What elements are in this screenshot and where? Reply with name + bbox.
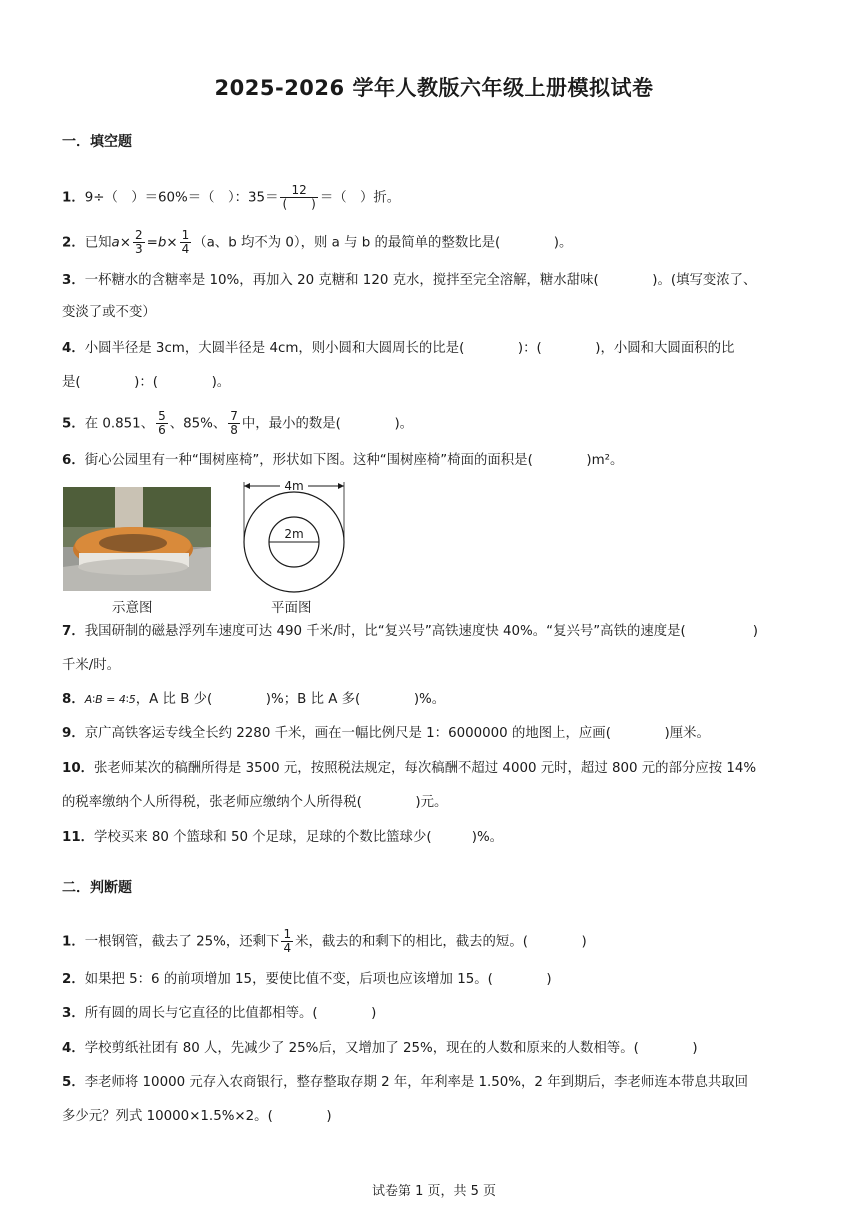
question-number: 3． bbox=[62, 273, 85, 288]
question-number: 11． bbox=[62, 830, 95, 845]
question-number: 3． bbox=[62, 1006, 85, 1021]
question-text: 学校剪纸社团有 80 人，先减少了 25%后，又增加了 25%，现在的人数和原来的人数相等。( ) bbox=[84, 1041, 698, 1056]
fraction-numerator: 1 bbox=[181, 228, 190, 242]
question-4 bbox=[62, 339, 810, 359]
fraction-numerator: 7 bbox=[230, 409, 238, 423]
fraction bbox=[180, 229, 192, 256]
question-3 bbox=[62, 271, 810, 291]
page-title: 2025-2026 学年人教版六年级上册模拟试卷 bbox=[214, 76, 654, 100]
photo-caption: 示意图 bbox=[112, 600, 153, 616]
question-text: 米，截去的和剩下的相比，截去的短。( ) bbox=[295, 934, 587, 950]
question-text: 如果把 5：6 的前项增加 15，要使比值不变，后项也应该增加 15。( ) bbox=[84, 972, 552, 987]
plan-caption: 平面图 bbox=[271, 600, 312, 616]
fraction-denominator: 4 bbox=[181, 242, 190, 256]
fraction-denominator: ( ) bbox=[282, 197, 316, 211]
bench-plan-diagram bbox=[240, 476, 348, 596]
question-text: 一根钢管，截去了 25%，还剩下 bbox=[84, 934, 280, 950]
question-number: 1． bbox=[62, 934, 85, 950]
question-text: 李老师将 10000 元存入农商银行，整存整取存期 2 年，年利率是 1.50%，2 年到期后，李老师连本带息共取回 bbox=[84, 1075, 749, 1090]
question-number: 7． bbox=[62, 624, 85, 639]
question-text: 在 0.851、 bbox=[84, 416, 155, 432]
question-text: （a、b 均不为 0），则 a 与 b 的最简单的整数比是( )。 bbox=[193, 235, 573, 251]
judge-question-2 bbox=[62, 970, 810, 990]
question-number: 5． bbox=[62, 416, 85, 432]
fraction bbox=[281, 928, 293, 955]
times-sign: × bbox=[119, 235, 131, 251]
question-5 bbox=[62, 410, 810, 437]
question-text: 学校买来 80 个篮球和 50 个足球，足球的个数比篮球少( )%。 bbox=[94, 830, 504, 845]
question-number: 5． bbox=[62, 1075, 85, 1090]
section-heading-fill-blank: 一．填空题 bbox=[62, 134, 132, 150]
question-text: 街心公园里有一种“围树座椅”，形状如下图。这种“围树座椅”椅面的面积是( )m²。 bbox=[84, 453, 624, 468]
question-10-continued: 的税率缴纳个人所得税，张老师应缴纳个人所得税( )元。 bbox=[62, 795, 448, 810]
judge-question-5 bbox=[62, 1073, 810, 1093]
judge-question-3 bbox=[62, 1004, 810, 1024]
fraction-denominator: 6 bbox=[158, 423, 166, 437]
section-heading-true-false: 二．判断题 bbox=[62, 880, 132, 896]
fraction-numerator: 5 bbox=[158, 409, 166, 423]
question-2 bbox=[62, 229, 810, 256]
question-number: 4． bbox=[62, 1041, 85, 1056]
question-text: ＝（ ）折。 bbox=[319, 190, 401, 206]
question-text: 京广高铁客运专线全长约 2280 千米，画在一幅比例尺是 1：6000000 的地图上，应画( )厘米。 bbox=[84, 726, 710, 741]
question-number: 4． bbox=[62, 341, 85, 356]
fraction bbox=[133, 229, 145, 256]
inner-diameter-label: 2m bbox=[284, 527, 304, 541]
fraction-denominator: 3 bbox=[134, 242, 143, 256]
fraction-numerator: 2 bbox=[134, 228, 143, 242]
question-text: 、85%、 bbox=[169, 416, 227, 432]
fraction bbox=[156, 410, 168, 437]
tree-bench-photo bbox=[63, 487, 211, 591]
question-number: 6． bbox=[62, 453, 85, 468]
variable-b: b bbox=[157, 235, 167, 251]
variable-a: a bbox=[111, 235, 120, 251]
question-text: 张老师某次的稿酬所得是 3500 元，按照税法规定，每次稿酬不超过 4000 元时，超过 800 元的部分应按 14% bbox=[94, 761, 757, 776]
question-text: 我国研制的磁悬浮列车速度可达 490 千米/时，比“复兴号”高铁速度快 40%。“复兴号”高铁的速度是( ) bbox=[84, 624, 758, 639]
question-9 bbox=[62, 724, 810, 744]
question-7 bbox=[62, 622, 810, 642]
question-7-continued: 千米/时。 bbox=[62, 658, 121, 673]
question-number: 9． bbox=[62, 726, 85, 741]
question-text: ，A 比 B 少( )%；B 比 A 多( )%。 bbox=[135, 692, 446, 707]
page-footer: 试卷第 1 页，共 5 页 bbox=[371, 1184, 497, 1199]
question-number: 8． bbox=[62, 692, 85, 707]
question-10 bbox=[62, 759, 810, 779]
question-text: 一杯糖水的含糖率是 10%，再加入 20 克糖和 120 克水，搅拌至完全溶解，糖水甜味( )。(填写变浓了、 bbox=[84, 273, 757, 288]
outer-diameter-label: 4m bbox=[284, 479, 304, 493]
question-number: 1． bbox=[62, 190, 85, 206]
question-3-continued: 变淡了或不变） bbox=[62, 305, 156, 320]
question-4-continued: 是( )：( )。 bbox=[62, 375, 231, 390]
question-number: 2． bbox=[62, 972, 85, 987]
question-text: 已知 bbox=[84, 235, 112, 251]
question-1 bbox=[62, 184, 810, 211]
question-6 bbox=[62, 451, 810, 471]
fraction bbox=[280, 184, 317, 211]
ratio-expression: A∶B = 4∶5 bbox=[84, 693, 136, 706]
question-number: 10． bbox=[62, 761, 95, 776]
question-text: 所有圆的周长与它直径的比值都相等。( ) bbox=[84, 1006, 377, 1021]
equals-sign: = bbox=[146, 235, 158, 251]
question-text: 9÷（ ）＝60%＝（ ）：35＝ bbox=[84, 190, 279, 206]
question-text: 中，最小的数是( )。 bbox=[241, 416, 414, 432]
judge-question-1 bbox=[62, 928, 810, 955]
fraction-denominator: 8 bbox=[230, 423, 238, 437]
judge-question-4 bbox=[62, 1039, 810, 1059]
times-sign: × bbox=[166, 235, 178, 251]
question-8 bbox=[62, 690, 810, 710]
judge-question-5-continued: 多少元？列式 10000×1.5%×2。( ) bbox=[62, 1109, 332, 1124]
question-11 bbox=[62, 828, 810, 848]
question-number: 2． bbox=[62, 235, 85, 251]
question-text: 小圆半径是 3cm，大圆半径是 4cm，则小圆和大圆周长的比是( )：( )，小圆和大圆面积的比 bbox=[84, 341, 735, 356]
fraction bbox=[228, 410, 240, 437]
fraction-numerator: 1 bbox=[283, 927, 292, 941]
fraction-numerator: 12 bbox=[280, 184, 317, 198]
fraction-denominator: 4 bbox=[283, 941, 292, 955]
